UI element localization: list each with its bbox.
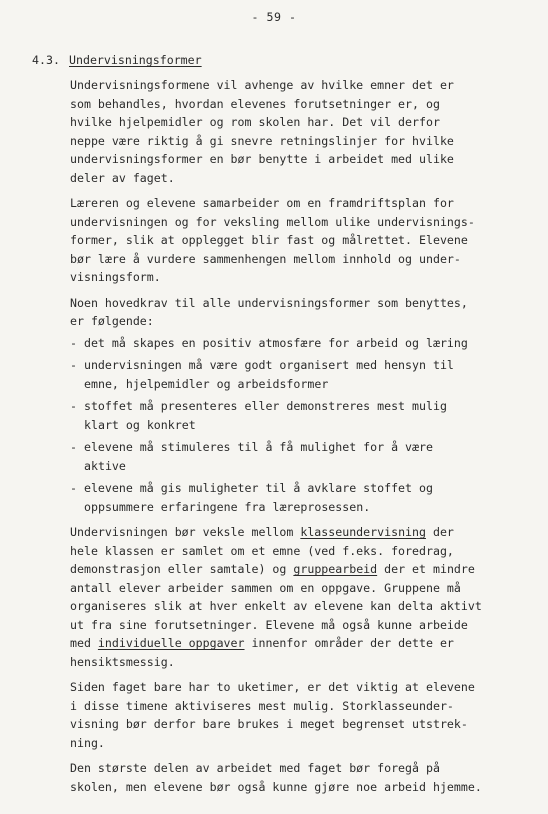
paragraph-teaching-methods xyxy=(70,523,490,671)
list-item-line: emne, hjelpemidler og arbeidsformer xyxy=(84,376,329,391)
text-line xyxy=(70,523,490,542)
text-line xyxy=(70,560,490,579)
term-gruppearbeid: gruppearbeid xyxy=(293,562,378,576)
paragraph-intro xyxy=(70,76,490,187)
text-line: former, slik at opplegget blir fast og målrettet. Elevene xyxy=(70,233,468,247)
list-item xyxy=(70,438,490,475)
text-line: Læreren og elevene samarbeider om en framdriftsplan for xyxy=(70,196,454,210)
paragraph-time-allocation xyxy=(70,678,490,752)
text-span: Undervisningen bør veksle mellom xyxy=(70,525,301,539)
text-line: er følgende: xyxy=(70,314,154,328)
text-line: bør lære å vurdere sammenhengen mellom innhold og under- xyxy=(70,251,461,266)
list-item-line: - stoffet må presenteres eller demonstreres mest mulig xyxy=(70,399,447,413)
list-item xyxy=(70,334,490,353)
text-line: som behandles, hvordan elevenes forutsetninger er, og xyxy=(70,96,440,111)
text-line: i disse timene aktiviseres mest mulig. Storklasseunder- xyxy=(70,698,454,713)
list-item-line: - det må skapes en positiv atmosfære for arbeid og læring xyxy=(70,335,468,350)
text-line: hvilke hjelpemidler og rom skolen har. Det vil derfor xyxy=(70,115,440,129)
text-line: neppe være riktig å gi snevre retningslinjer for hvilke xyxy=(70,133,454,148)
list-item xyxy=(70,479,490,516)
list-item xyxy=(70,356,490,393)
list-item-line: klart og konkret xyxy=(84,417,196,432)
text-line: ning. xyxy=(70,735,105,750)
text-line: antall elever arbeider sammen om en oppgave. Gruppene må xyxy=(70,580,461,595)
page-number: - 59 - xyxy=(251,10,297,24)
section-number: 4.3. xyxy=(32,53,60,67)
text-line xyxy=(70,634,490,653)
list-item-line: - elevene må stimuleres til å få mulighet for å være xyxy=(70,440,433,454)
list-item-line: aktive xyxy=(84,458,126,473)
text-line: Siden faget bare har to uketimer, er det viktig at elevene xyxy=(70,680,475,694)
text-span: med xyxy=(70,636,98,650)
text-span: der et mindre xyxy=(377,562,475,576)
text-line: hele klassen er samlet om et emne (ved f.eks. foredrag, xyxy=(70,543,454,558)
text-span: der xyxy=(425,525,454,539)
list-item-line: - elevene må gis muligheter til å avklare stoffet og xyxy=(70,481,433,495)
text-line: undervisningen og for veksling mellom ulike undervisnings- xyxy=(70,214,475,229)
text-line: organiseres slik at hver enkelt av elevene kan delta aktivt xyxy=(70,599,482,613)
term-individuelle-oppgaver: individuelle oppgaver xyxy=(97,636,245,650)
text-span: demonstrasjon eller samtale) og xyxy=(70,562,294,576)
paragraph-requirements-intro xyxy=(70,294,490,331)
term-klasseundervisning: klasseundervisning xyxy=(300,525,426,539)
list-item-line: oppsummere erfaringene fra læreprosessen. xyxy=(84,499,371,514)
text-line: skolen, men elevene bør også kunne gjøre noe arbeid hjemme. xyxy=(70,779,482,794)
section-heading xyxy=(32,53,202,67)
text-line: Noen hovedkrav til alle undervisningsformer som benyttes, xyxy=(70,295,468,310)
text-line: visningsform. xyxy=(70,270,161,284)
text-line: undervisningsformer en bør benytte i arbeidet med ulike xyxy=(70,152,454,166)
text-line: Undervisningsformene vil avhenge av hvilke emner det er xyxy=(70,78,454,92)
text-line: Den største delen av arbeidet med faget bør foregå på xyxy=(70,761,440,775)
requirements-list xyxy=(70,334,490,517)
list-item-line: - undervisningen må være godt organisert med hensyn til xyxy=(70,358,454,372)
section-title: Undervisningsformer xyxy=(69,53,202,67)
text-span: innenfor områder der dette er xyxy=(244,636,454,650)
paragraph-collaboration xyxy=(70,194,490,287)
text-line: hensiktsmessig. xyxy=(70,654,175,669)
list-item xyxy=(70,397,490,434)
text-line: deler av faget. xyxy=(70,170,175,185)
body-text xyxy=(70,76,490,803)
paragraph-final xyxy=(70,759,490,796)
text-line: ut fra sine forutsetninger. Elevene må også kunne arbeide xyxy=(70,617,468,632)
text-line: visning bør derfor bare brukes i meget begrenset utstrek- xyxy=(70,717,468,731)
